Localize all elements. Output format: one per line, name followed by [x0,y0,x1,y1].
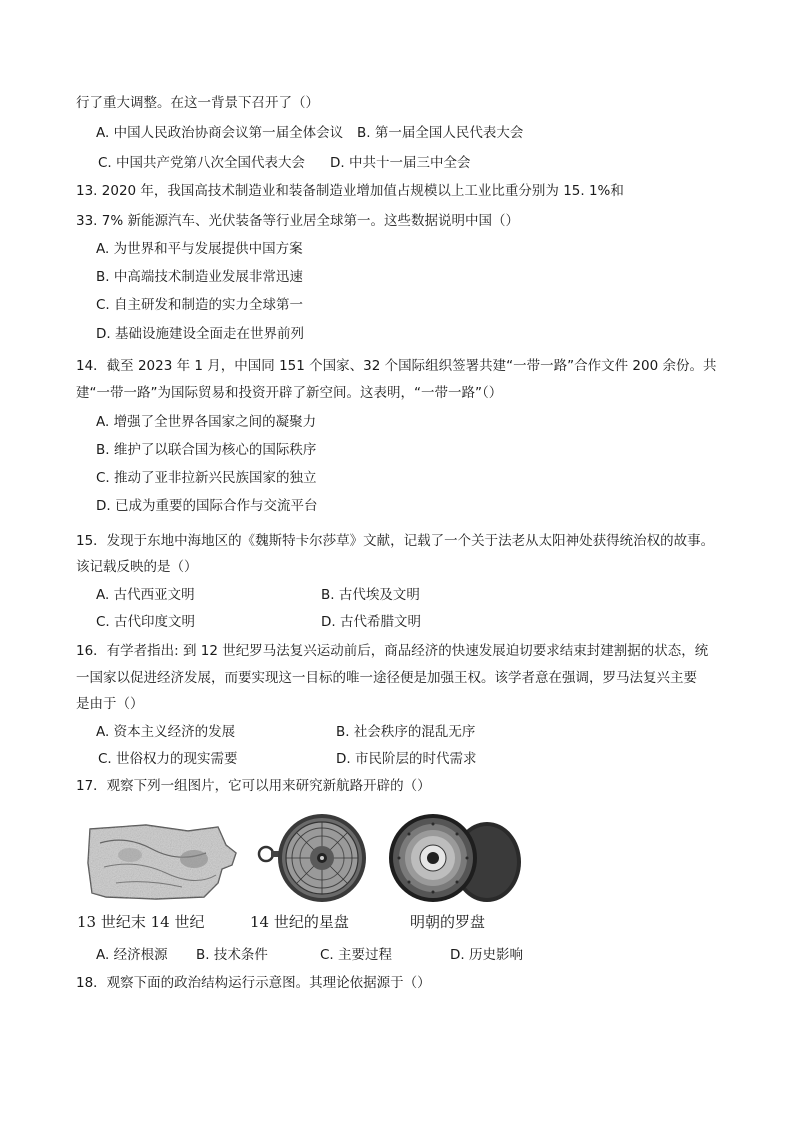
astrolabe-image [252,808,376,908]
q17-option-c: C. 主要过程 [320,947,393,963]
q15-option-a: A. 古代西亚文明 [96,587,195,603]
q12-option-a: A. 中国人民政治协商会议第一届全体会议 [96,125,344,141]
map-fragment-image [86,823,238,901]
q12-option-b: B. 第一届全国人民代表大会 [357,125,524,141]
q15-option-c: C. 古代印度文明 [96,614,196,630]
q15-stem-line2: 该记载反映的是（） [76,559,198,575]
q15-option-b: B. 古代埃及文明 [321,587,420,603]
q13-option-d: D. 基础设施建设全面走在世界前列 [96,326,304,342]
q18-stem: 18．观察下面的政治结构运行示意图。其理论依据源于（） [76,975,431,991]
caption-compass: 明朝的罗盘 [410,913,486,931]
q13-option-b: B. 中高端技术制造业发展非常迅速 [96,269,303,285]
q14-stem-line1: 14．截至 2023 年 1 月，中国同 151 个国家、32 个国际组织签署共建“一带一路”合作文件 200 余份。共 [76,358,717,374]
q12-option-d: D. 中共十一届三中全会 [330,155,471,171]
q13-stem-line2: 33. 7% 新能源汽车、光伏装备等行业居全球第一。这些数据说明中国（） [76,213,519,229]
q16-option-d: D. 市民阶层的时代需求 [336,751,477,767]
q16-stem-line3: 是由于（） [76,696,144,712]
q12-stem-tail: 行了重大调整。在这一背景下召开了（） [76,95,319,111]
q16-option-b: B. 社会秩序的混乱无序 [336,724,476,740]
q17-option-d: D. 历史影响 [450,947,523,963]
compass-image [385,812,523,904]
q16-option-a: A. 资本主义经济的发展 [96,724,236,740]
q17-stem: 17．观察下列一组图片，它可以用来研究新航路开辟的（） [76,778,431,794]
q14-option-d: D. 已成为重要的国际合作与交流平台 [96,498,318,514]
q14-option-a: A. 增强了全世界各国家之间的凝聚力 [96,414,317,430]
q14-option-c: C. 推动了亚非拉新兴民族国家的独立 [96,470,317,486]
q16-stem-line1: 16．有学者指出: 到 12 世纪罗马法复兴运动前后，商品经济的快速发展迫切要求结束封建割据的状态，统 [76,643,709,659]
q16-option-c: C. 世俗权力的现实需要 [98,751,238,767]
q15-stem-line1: 15．发现于东地中海地区的《魏斯特卡尔莎草》文献，记载了一个关于法老从太阳神处获得统治权的故事。 [76,533,715,549]
caption-map-fragment: 13 世纪末 14 世纪 [77,913,205,931]
q13-option-a: A. 为世界和平与发展提供中国方案 [96,241,303,257]
q14-stem-line2: 建“一带一路”为国际贸易和投资开辟了新空间。这表明，“一带一路”（） [76,385,503,401]
q16-stem-line2: 一国家以促进经济发展，而要实现这一目标的唯一途径便是加强王权。该学者意在强调，罗马法复兴主要 [76,670,697,686]
q13-stem-line1: 13. 2020 年，我国高技术制造业和装备制造业增加值占规模以上工业比重分别为 15. 1%和 [76,183,624,199]
q13-option-c: C. 自主研发和制造的实力全球第一 [96,297,304,313]
q14-option-b: B. 维护了以联合国为核心的国际秩序 [96,442,317,458]
caption-astrolabe: 14 世纪的星盘 [250,913,349,931]
q12-option-c: C. 中国共产党第八次全国代表大会 [98,155,306,171]
q17-option-a: A. 经济根源 [96,947,168,963]
q17-option-b: B. 技术条件 [196,947,268,963]
q15-option-d: D. 古代希腊文明 [321,614,421,630]
